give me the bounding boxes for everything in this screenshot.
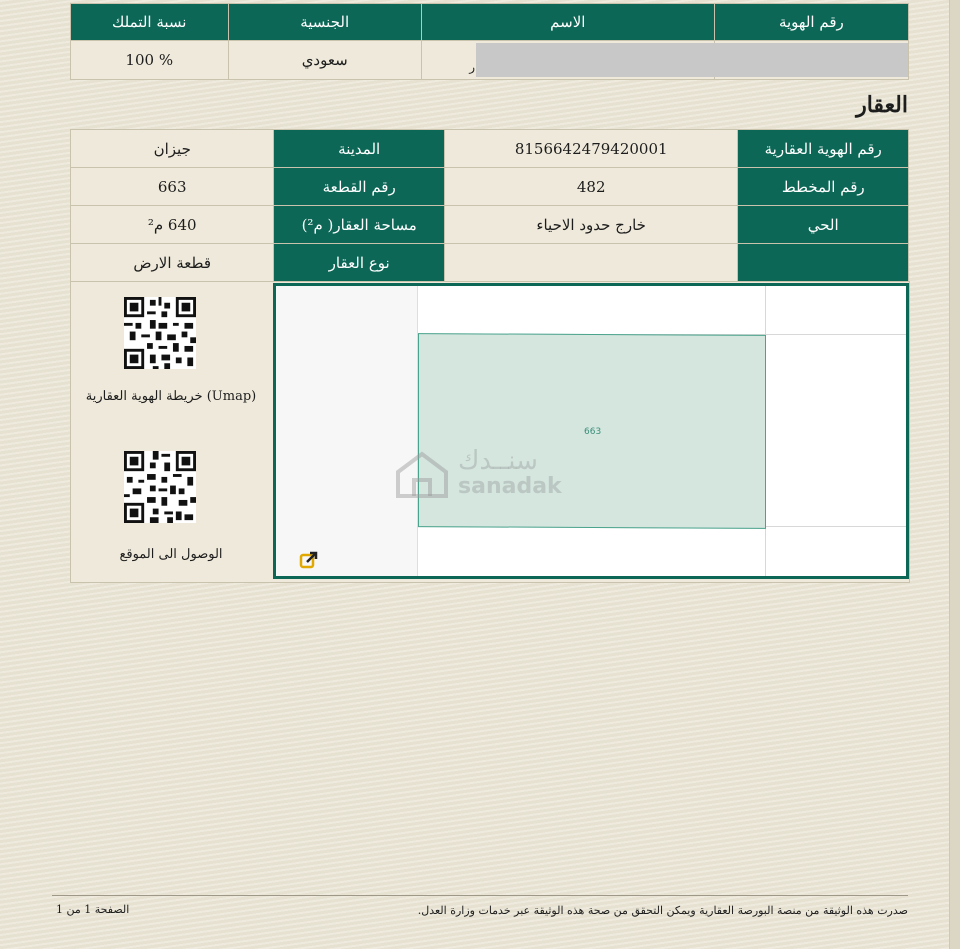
- label-empty: [738, 244, 909, 282]
- value-district: خارج حدود الاحياء: [444, 206, 737, 244]
- parcel-label: 663: [584, 427, 602, 437]
- value-real-estate-id: 8156642479420001: [444, 130, 737, 168]
- owner-table-header-row: [71, 4, 909, 41]
- label-plot-number: رقم القطعة: [274, 168, 445, 206]
- value-plan-number: 482: [444, 168, 737, 206]
- value-property-type: قطعة الارض: [71, 244, 274, 282]
- value-city: جيزان: [71, 130, 274, 168]
- property-row: [71, 168, 909, 206]
- value-empty: [444, 244, 737, 282]
- owner-ownership: 100 %: [71, 41, 229, 80]
- header-id: رقم الهوية: [714, 4, 908, 41]
- watermark-english: sanadak: [458, 474, 562, 499]
- header-ownership: نسبة التملك: [71, 4, 229, 41]
- value-plot-number: 663: [71, 168, 274, 206]
- map-side-panel: [276, 286, 418, 576]
- property-table: [70, 129, 909, 282]
- page-number: الصفحة 1 من 1: [56, 903, 130, 916]
- value-area: 640 م²: [71, 206, 274, 244]
- label-district: الحي: [738, 206, 909, 244]
- property-row: [71, 244, 909, 282]
- label-property-type: نوع العقار: [274, 244, 445, 282]
- qr-codes-area: [70, 281, 272, 581]
- qr-code-icon: [124, 451, 196, 523]
- label-city: المدينة: [274, 130, 445, 168]
- page-edge: [949, 0, 960, 949]
- owner-name-tail: ر: [469, 60, 475, 74]
- property-row: [71, 130, 909, 168]
- property-row: [71, 206, 909, 244]
- umap-qr-label: (Umap) خريطة الهوية العقارية: [85, 389, 257, 404]
- qr-code-icon: [124, 297, 196, 369]
- footer-note: صدرت هذه الوثيقة من منصة البورصة العقارية ويمكن التحقق من صحة هذه الوثيقة عبر خدمات وزارة العدل.: [417, 904, 908, 917]
- owner-nationality: سعودي: [228, 41, 421, 80]
- location-qr-label: الوصول الى الموقع: [119, 547, 223, 562]
- section-title: العقار: [856, 92, 908, 118]
- footer-divider: [52, 895, 908, 896]
- house-logo-icon: [394, 450, 450, 498]
- watermark-arabic: سنــدك: [458, 446, 538, 476]
- label-plan-number: رقم المخطط: [738, 168, 909, 206]
- parcel-map[interactable]: [273, 283, 909, 579]
- label-real-estate-id: رقم الهوية العقارية: [738, 130, 909, 168]
- header-name: الاسم: [421, 4, 714, 41]
- sanadak-watermark: [394, 446, 594, 506]
- location-qr-code[interactable]: [124, 451, 196, 523]
- header-nationality: الجنسية: [228, 4, 421, 41]
- label-area: مساحة العقار( م²): [274, 206, 445, 244]
- open-external-icon[interactable]: [299, 550, 319, 570]
- redaction-bar: [476, 43, 908, 77]
- umap-qr-code[interactable]: [124, 297, 196, 369]
